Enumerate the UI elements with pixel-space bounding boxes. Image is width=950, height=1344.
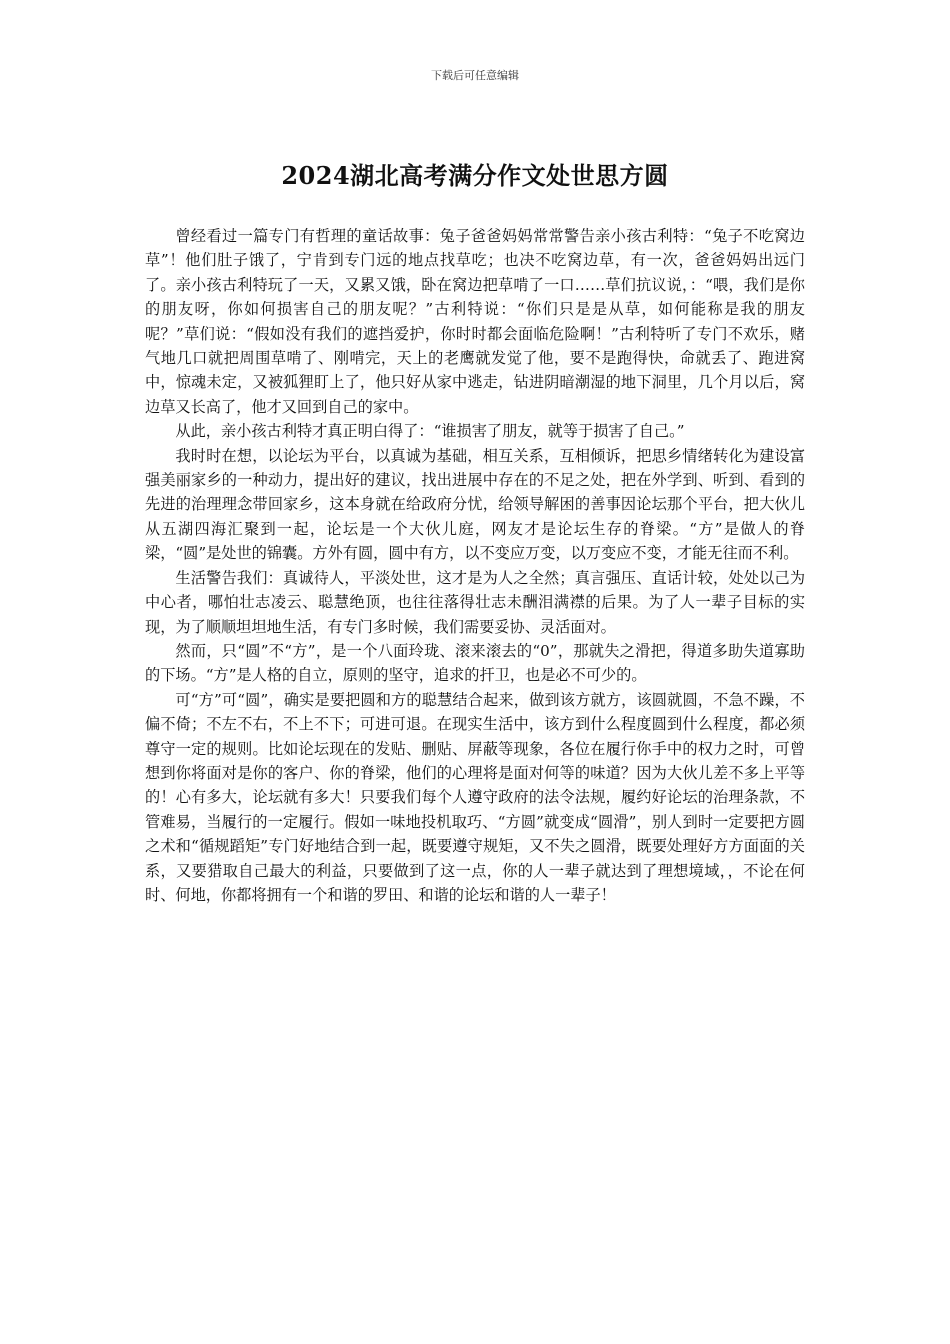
document-body: [145, 224, 805, 907]
paragraph: 生活警告我们：真诚待人，平淡处世，这才是为人之全然；真言强压、直话计较，处处以己为中心者，哪怕壮志凌云、聪慧绝顶，也往往落得壮志未酬泪满襟的后果。为了人一辈子目标的实现，为了顺顺坦坦地生活，有专门多时候，我们需要妥协、灵活面对。: [145, 568, 805, 636]
page-title: 2024湖北高考满分作文处世思方圆: [281, 161, 669, 190]
paragraph: 曾经看过一篇专门有哲理的童话故事：兔子爸爸妈妈常常警告亲小孩古利特：“兔子不吃窝边草”！他们肚子饿了，宁肯到专门远的地点找草吃；也决不吃窝边草，有一次，爸爸妈妈出远门了。亲小孩古利特玩了一天，又累又饿，卧在窝边把草啃了一口……草们抗议说，：“喂，我们是你的朋友呀，你如何损害自己的朋友呢？”古利特说：“你们只是是从草，如何能称是我的朋友呢？”草们说：“假如没有我们的遮挡爱护，你时时都会面临危险啊！”古利特听了专门不欢乐，赌气地几口就把周围草啃了、刚啃完，天上的老鹰就发觉了他，要不是跑得快，命就丢了、跑进窝中，惊魂未定，又被狐狸盯上了，他只好从家中逃走，钻进阴暗潮湿的地下洞里，几个月以后，窝边草又长高了，他才又回到自己的家中。: [145, 227, 805, 416]
paragraph: 我时时在想，以论坛为平台，以真诚为基础，相互关系，互相倾诉，把思乡情绪转化为建设富强美丽家乡的一种动力，提出好的建议，找出进展中存在的不足之处，把在外学到、听到、看到的先进的治理理念带回家乡，这本身就在给政府分忧，给领导解困的善事因论坛那个平台，把大伙儿从五湖四海汇聚到一起，论坛是一个大伙儿庭，网友才是论坛生存的脊梁。“方”是做人的脊梁，“圆”是处世的锦囊。方外有圆，圆中有方，以不变应万变，以万变应不变，才能无往而不利。: [145, 446, 805, 563]
paragraph: 然而，只“圆”不“方”，是一个八面玲珑、滚来滚去的“0”，那就失之滑把，得道多助失道寡助的下场。“方”是人格的自立，原则的坚守，追求的扞卫，也是必不可少的。: [145, 641, 805, 685]
header-note: 下载后可任意编辑: [431, 69, 519, 82]
paragraph: 从此，亲小孩古利特才真正明白得了：“谁损害了朋友，就等于损害了自己。”: [175, 422, 685, 441]
paragraph: 可“方”可“圆”，确实是要把圆和方的聪慧结合起来，做到该方就方，该圆就圆，不急不躁，不偏不倚；不左不右，不上不下；可进可退。在现实生活中，该方到什么程度圆到什么程度，都必须尊守一定的规则。比如论坛现在的发贴、删贴、屏蔽等现象，各位在履行你手中的权力之时，可曾想到你将面对是你的客户、你的脊梁，他们的心理将是面对何等的味道？因为大伙儿差不多上平等的！心有多大，论坛就有多大！只要我们每个人遵守政府的法令法规，履约好论坛的治理条款，不管难易，当履行的一定履行。假如一味地投机取巧、“方圆”就变成“圆滑”，别人到时一定要把方圆之术和“循规蹈矩”专门好地结合到一起，既要遵守规矩，又不失之圆滑，既要处理好方方面面的关系，又要猎取自己最大的利益，只要做到了这一点，你的人一辈子就达到了理想境域，，不论在何时、何地，你都将拥有一个和谐的罗田、和谐的论坛和谐的人一辈子！: [145, 690, 805, 904]
